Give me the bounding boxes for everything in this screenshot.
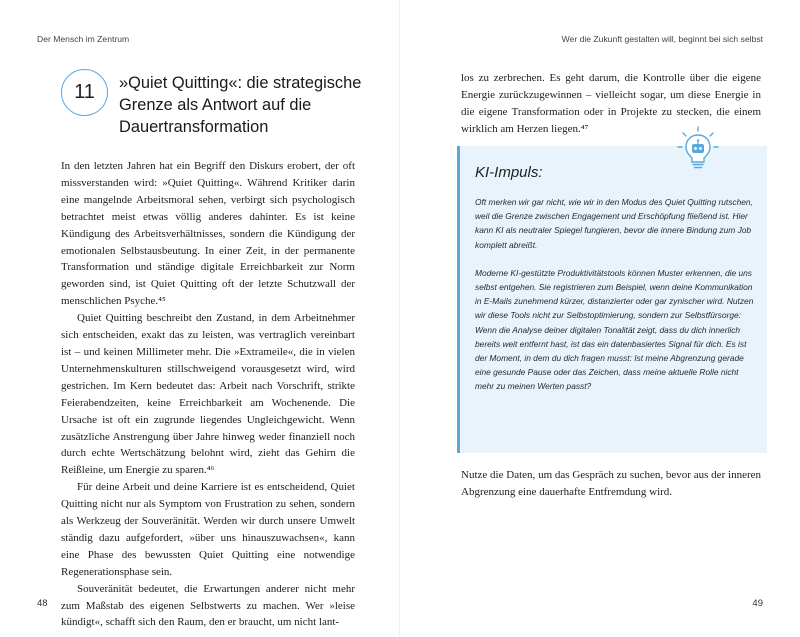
ki-impuls-title: KI-Impuls:: [475, 164, 543, 181]
ki-impuls-body: [475, 195, 757, 408]
lightbulb-robot-icon: [675, 125, 721, 171]
left-body-text: [61, 158, 355, 631]
right-top-paragraph: los zu zerbrechen. Es geht darum, die Kontrolle über die eigene Energie zurückzugewinnen – vielleicht sogar, um diese Energie in die eigene Transformation oder in Projekte zu stecken, die einem wirklich am Herzen liegen.⁴⁷: [461, 72, 761, 135]
running-head-right: Wer die Zukunft gestalten will, beginnt bei sich selbst: [561, 34, 763, 44]
chapter-number-badge: 11: [61, 69, 108, 116]
page-number-left: 48: [37, 598, 48, 609]
paragraph: Souveränität bedeutet, die Erwartungen anderer nicht mehr zum Maßstab des eigenen Selbstwerts zu machen. Wer »leise kündigt«, schafft sich den Raum, den er braucht, um nicht lant-: [61, 582, 355, 629]
impuls-paragraph: Oft merken wir gar nicht, wie wir in den Modus des Quiet Quitting rutschen, weil die Grenze zwischen Engagement und Erschöpfung fließend ist. Hier kann KI als neutraler Spiegel fungieren, bevor die innere Bindung zum Job komplett abreißt.: [475, 197, 753, 250]
right-bottom-paragraph: Nutze die Daten, um das Gespräch zu suchen, bevor aus der inneren Abgrenzung eine dauerhafte Entfremdung wird.: [461, 469, 761, 498]
chapter-title: »Quiet Quitting«: die strategische Grenze als Antwort auf die Dauertransformation: [119, 74, 362, 136]
paragraph: Für deine Arbeit und deine Karriere ist es entscheidend, Quiet Quitting nicht nur als Symptom von Frustration zu sehen, sondern als Werkzeug der Souveränität. Werden wir durch unsere Umwelt ständig dazu aufgefordert, »über uns hinauszuwachsen«, kann eine Phase des bewussten Quiet Quitting eine notwendige Regenerationsphase sein.: [61, 481, 355, 578]
right-page: [400, 0, 800, 637]
paragraph: Quiet Quitting beschreibt den Zustand, in dem Arbeitnehmer sich entscheiden, exakt das zu leisten, was vertraglich vereinbart ist – und keinen Millimeter mehr. Die »Extrameile«, die in vielen Unternehmenskulturen stillschweigend vorausgesetzt wird, wird gestrichen. Im Kern bedeutet das: Arbeit nach Vorschrift, strikte Feierabendzeiten, keine Erreichbarkeit am Wochenende. Die Ursache ist oft ein zugrunde liegendes Ungleichgewicht. Wenn zusätzliche Anstrengung über Jahre hinweg weder finanziell noch durch echte Wertschätzung belohnt wird, zieht das Gehirn die Reißleine, um Energie zu sparen.⁴⁶: [61, 312, 355, 477]
page-number-right: 49: [752, 598, 763, 609]
running-head-left: Der Mensch im Zentrum: [37, 34, 130, 44]
ki-impuls-box: [457, 146, 767, 453]
paragraph: In den letzten Jahren hat ein Begriff den Diskurs erobert, der oft missverstanden wird: »Quiet Quitting«. Während Kritiker darin eine mangelnde Arbeitsmoral sehen, verbirgt sich psychologisch betrachtet meist etwas völlig anderes dahinter. Es ist keine Kündigung des Arbeitsverhältnisses, sondern die Kündigung der emotionalen Selbstausbeutung. In einer Zeit, in der permanente Transformation und ständige digitale Erreichbarkeit zur Norm geworden sind, ist Quiet Quitting oft der letzte Schutzwall der menschlichen Psyche.⁴⁵: [61, 160, 355, 308]
impuls-paragraph: Moderne KI-gestützte Produktivitätstools können Muster erkennen, die uns selbst entgehen. Sie registrieren zum Beispiel, wenn deine Kommunikation in E-Mails zunehmend kürzer, distanzierter oder gar zynischer wird. Nutzen wir diese Tools nicht zur Selbstoptimierung, sondern zur Selbstfürsorge: Wenn die Analyse deiner digitalen Tonalität zeigt, dass du dich innerlich bereits weit entfernt hast, ist das ein datenbasiertes Signal für dich. Es ist der Moment, in dem du dich fragen musst: Ist meine Abgrenzung gerade eine gesunde Pause oder das Zeichen, dass meine aktuelle Rolle nicht mehr zu meinen Werten passt?: [475, 267, 754, 392]
